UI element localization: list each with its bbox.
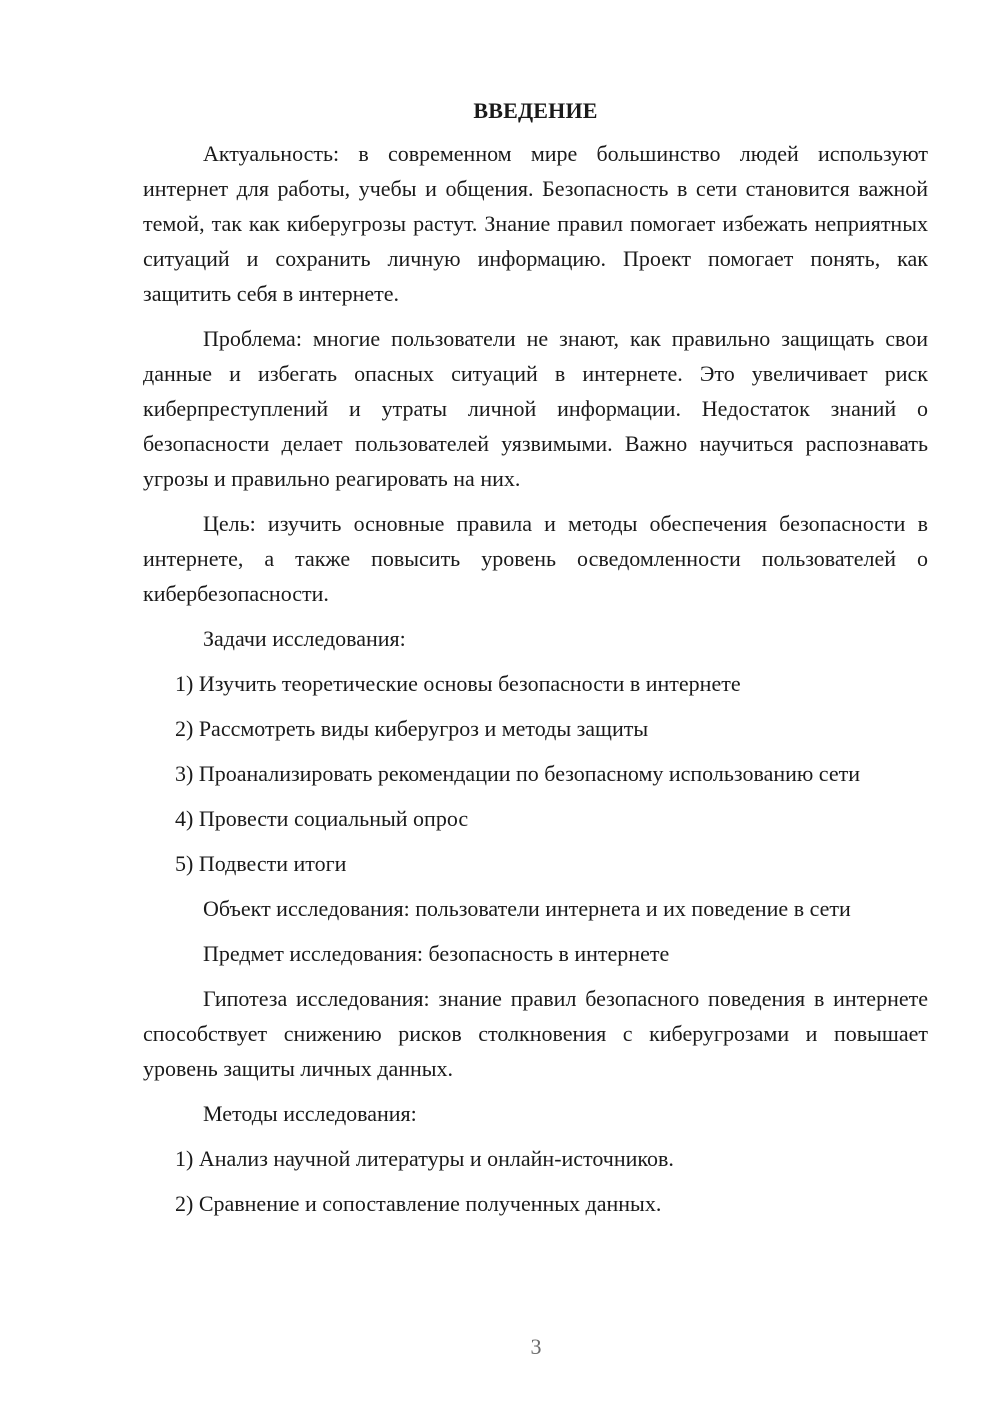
object-paragraph: Объект исследования: пользователи интернета и их поведение в сети — [203, 896, 851, 921]
method-item-2: 2) Сравнение и сопоставление полученных данных. — [175, 1191, 662, 1216]
problem-paragraph: Проблема: многие пользователи не знают, как правильно защищать свои данные и избегать опасных ситуаций в интернете. Это увеличивает риск киберпреступлений и утраты личной информации. Недостаток знаний о безопасности делает пользователей уязвимыми. Важно научиться распознавать угрозы и правильно реагировать на них. — [143, 326, 928, 491]
task-item-2: 2) Рассмотреть виды киберугроз и методы защиты — [175, 716, 649, 741]
subject-paragraph: Предмет исследования: безопасность в интернете — [203, 941, 670, 966]
tasks-label: Задачи исследования: — [203, 626, 406, 651]
task-item-5: 5) Подвести итоги — [175, 851, 347, 876]
task-item-3: 3) Проанализировать рекомендации по безопасному использованию сети — [175, 761, 860, 786]
methods-label: Методы исследования: — [203, 1101, 417, 1126]
relevance-paragraph: Актуальность: в современном мире большинство людей используют интернет для работы, учебы и общения. Безопасность в сети становится важной темой, так как киберугрозы растут. Знание правил помогает избежать неприятных ситуаций и сохранить личную информацию. Проект помогает понять, как защитить себя в интернете. — [143, 141, 928, 306]
method-item-1: 1) Анализ научной литературы и онлайн-источников. — [175, 1146, 674, 1171]
page-number: 3 — [530, 1334, 542, 1359]
task-item-4: 4) Провести социальный опрос — [175, 806, 469, 831]
hypothesis-paragraph: Гипотеза исследования: знание правил безопасного поведения в интернете способствует снижению рисков столкновения с киберугрозами и повышает уровень защиты личных данных. — [143, 986, 928, 1081]
section-title: ВВЕДЕНИЕ — [473, 98, 598, 123]
goal-paragraph: Цель: изучить основные правила и методы обеспечения безопасности в интернете, а также повысить уровень осведомленности пользователей о кибербезопасности. — [143, 511, 928, 606]
task-item-1: 1) Изучить теоретические основы безопасности в интернете — [175, 671, 741, 696]
document-page — [143, 94, 928, 1231]
